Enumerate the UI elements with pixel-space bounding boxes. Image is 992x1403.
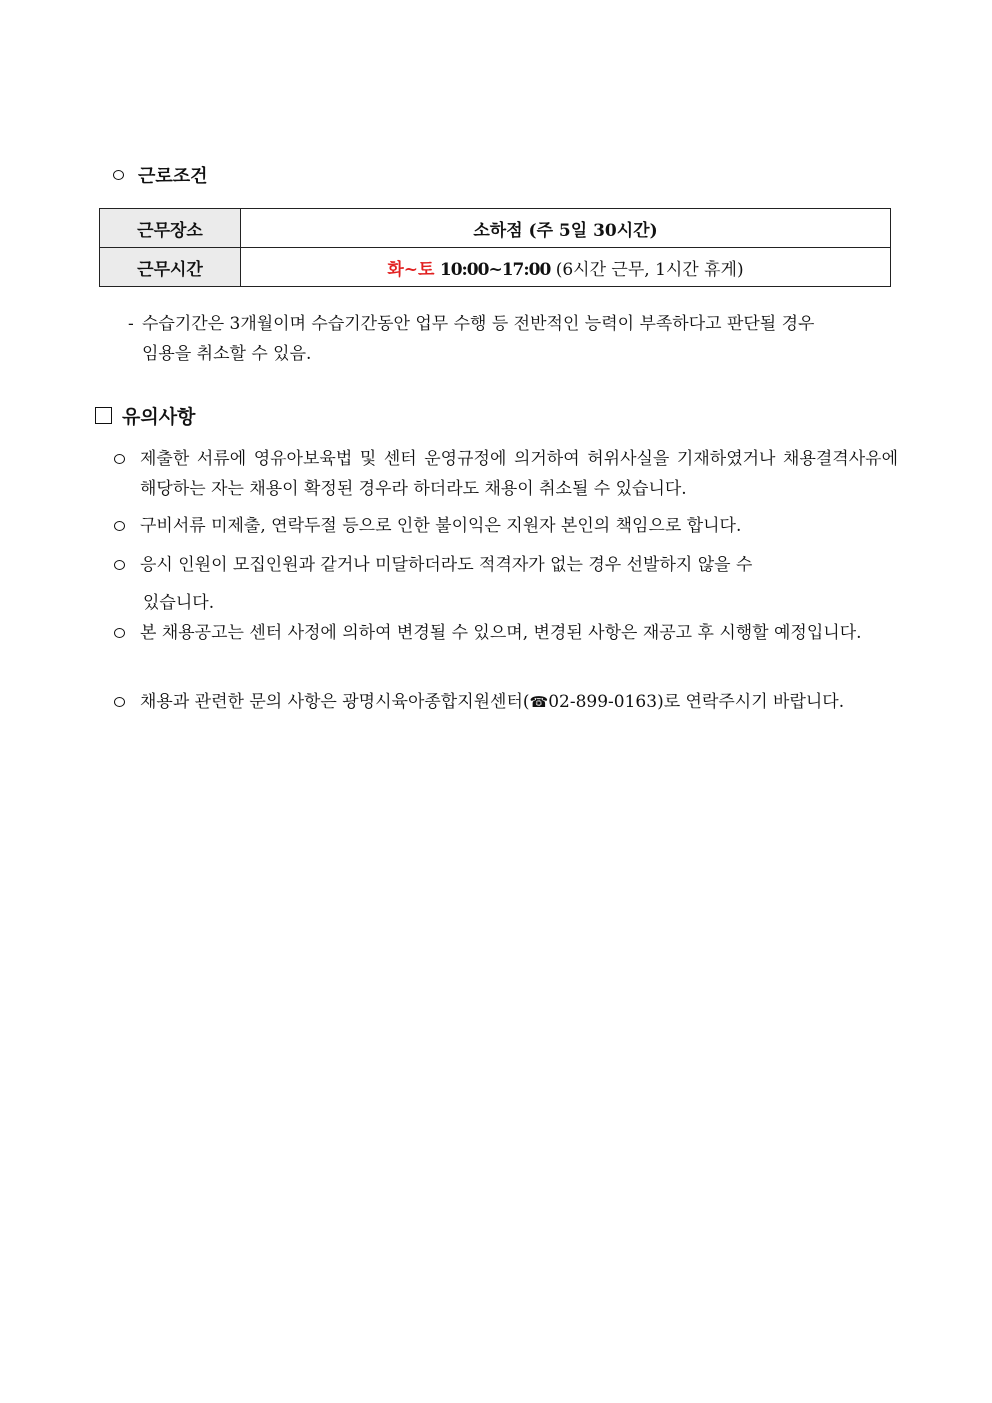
- conditions-heading: [113, 162, 208, 188]
- table-label-hours: 근무시간: [100, 248, 241, 287]
- circle-bullet-icon: [114, 521, 125, 531]
- list-item: [114, 687, 898, 717]
- notices-heading-text: 유의사항: [122, 406, 196, 428]
- circle-bullet-icon: [114, 697, 125, 707]
- conditions-heading-text: 근로조건: [138, 166, 208, 187]
- contact-before: 채용과 관련한 문의 사항은 광명시육아종합지원센터(: [140, 692, 530, 712]
- notices-heading: [95, 402, 195, 429]
- square-bullet-icon: [95, 407, 112, 424]
- probation-note: [128, 309, 898, 369]
- notice-text: 응시 인원이 모집인원과 같거나 미달하더라도 적격자가 없는 경우 선발하지 않을 수: [140, 555, 753, 575]
- list-item: [114, 618, 898, 648]
- table-row: [100, 248, 891, 287]
- notice-text: 구비서류 미제출, 연락두절 등으로 인한 불이익은 지원자 본인의 책임으로 합니다.: [140, 516, 742, 536]
- work-hours: 10:00~17:00: [439, 259, 551, 280]
- table-row: [100, 209, 891, 248]
- table-label-location: 근무장소: [100, 209, 241, 248]
- list-item-continuation: [143, 588, 843, 618]
- note-line-1: 수습기간은 3개월이며 수습기간동안 업무 수행 등 전반적인 능력이 부족하다고 판단될 경우: [142, 314, 815, 334]
- notice-text: 본 채용공고는 센터 사정에 의하여 변경될 수 있으며, 변경된 사항은 재공고 후 시행할 예정입니다.: [140, 623, 862, 643]
- notice-text: 있습니다.: [143, 593, 215, 613]
- list-item: [114, 550, 898, 580]
- table-value-location: 소하점 (주 5일 30시간): [241, 209, 891, 248]
- circle-bullet-icon: [113, 170, 124, 180]
- conditions-table: [99, 208, 891, 287]
- note-dash: -: [128, 314, 134, 334]
- contact-after: )로 연락주시기 바랍니다.: [657, 692, 845, 712]
- work-detail: (6시간 근무, 1시간 휴게): [550, 259, 744, 280]
- contact-text: [140, 687, 898, 717]
- list-item: [114, 444, 898, 504]
- work-days: 화~토: [387, 259, 435, 280]
- circle-bullet-icon: [114, 560, 125, 570]
- notice-text: 제출한 서류에 영유아보육법 및 센터 운영규정에 의거하여 허위사실을 기재하였거나 채용결격사유에 해당하는 자는 채용이 확정된 경우라 하더라도 채용이 취소될 수 있습니다.: [140, 449, 898, 499]
- phone-icon: ☎: [529, 693, 549, 711]
- circle-bullet-icon: [114, 454, 125, 464]
- note-line-2: 임용을 취소할 수 있음.: [142, 344, 312, 364]
- circle-bullet-icon: [114, 628, 125, 638]
- contact-phone: 02-899-0163: [548, 692, 658, 712]
- table-value-hours: [241, 248, 891, 287]
- list-item: [114, 511, 898, 541]
